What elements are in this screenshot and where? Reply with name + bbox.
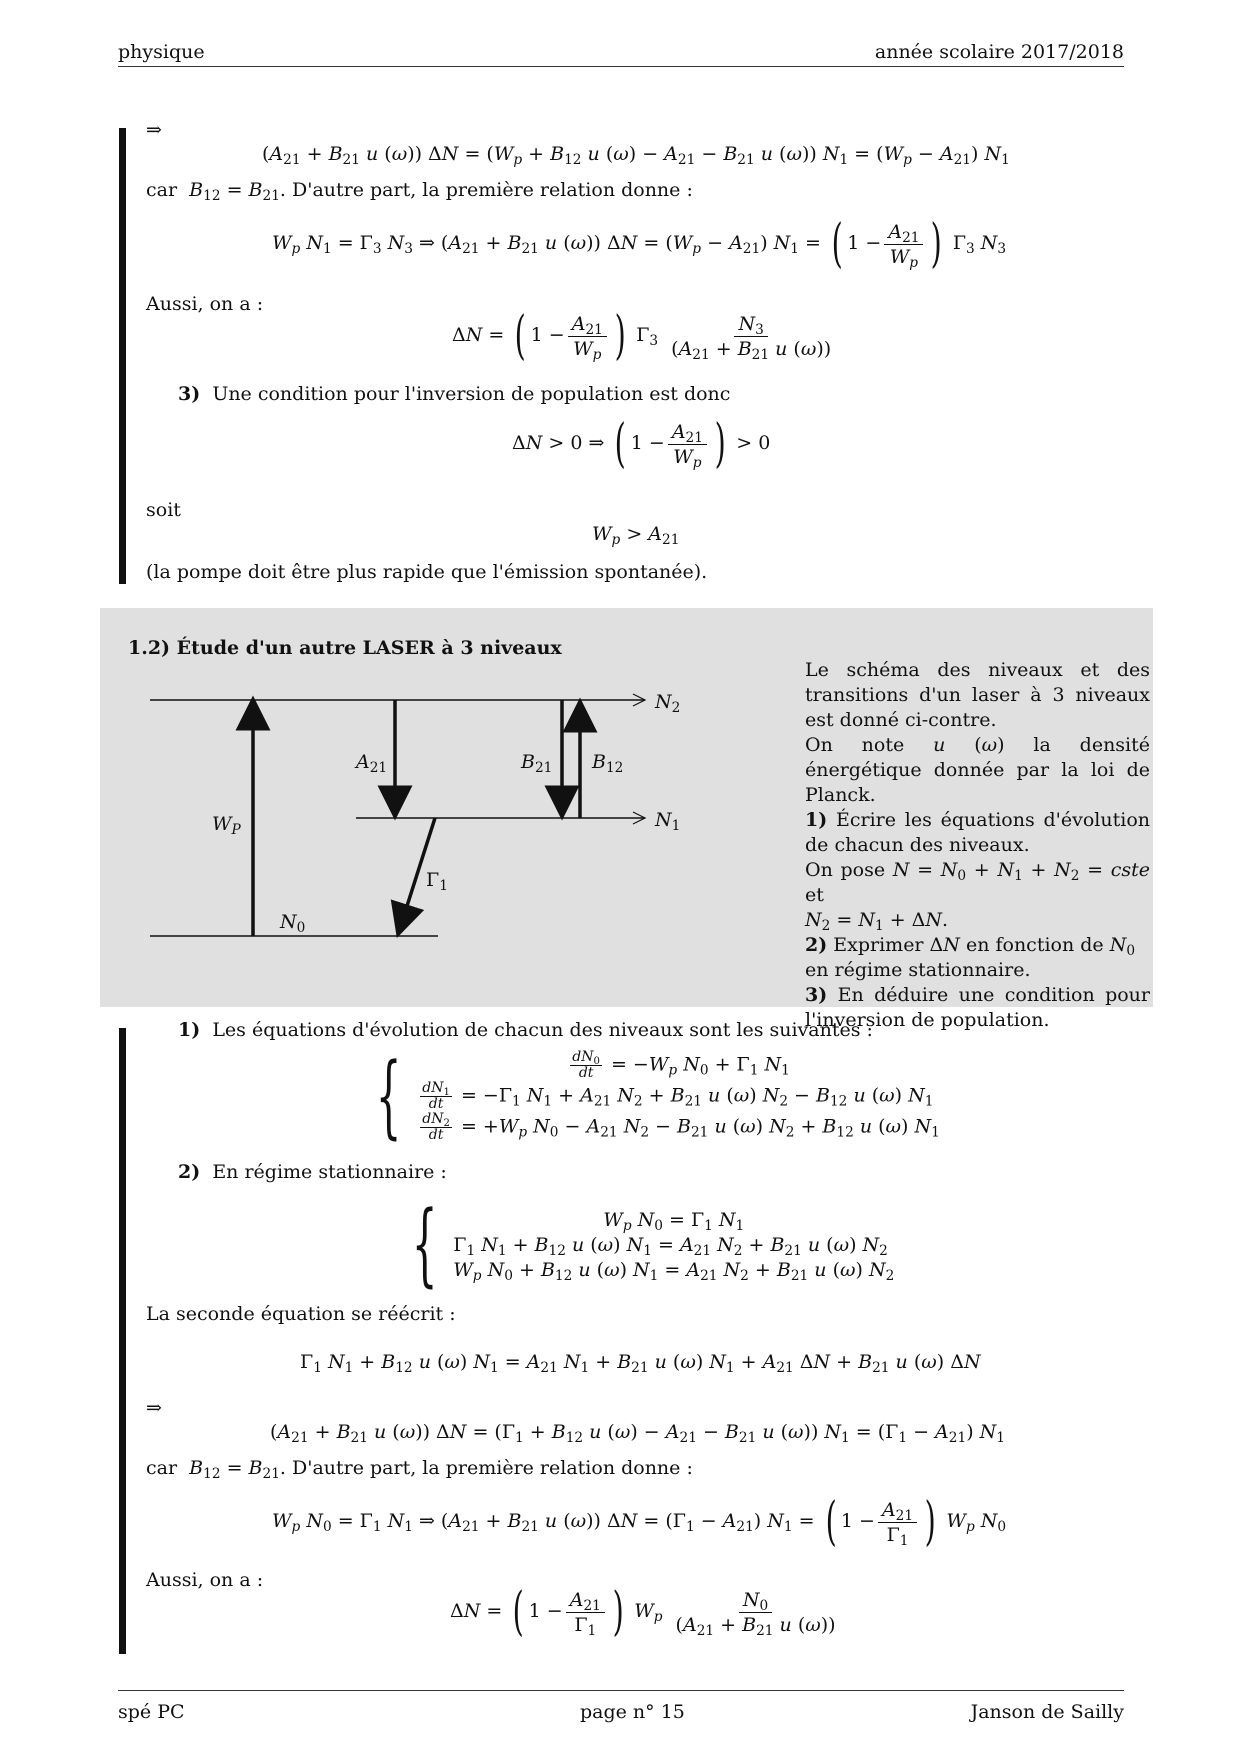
header-rule [118, 66, 1124, 67]
q3-number: 3) [805, 984, 828, 1006]
equation: $W_p$ $N_1 = \Gamma_3$ $N_3$ ⇒ ($A_{21} + B_{21}$ u (ω)) $\Delta N = (W_p - A_{21}) N_1$ = ( 1 − $\frac{A_{21}}{W_p}$ ) $\Gamma_3$ $N_3$ [272, 214, 1007, 274]
equation: $W_p$ $N_0 = \Gamma_1$ $N_1$ ⇒ ($A_{21} + B_{21}$ u (ω)) $\Delta N = (\Gamma_1 - A_{21}) N_1$ = ( 1 − $\frac{A_{21}}{\Gamma_1}$ ) $W_p$ $N_0$ [272, 1492, 1007, 1552]
equation: ΔN = ( 1 − $\frac{A_{21}}{W_p}$ ) $\Gamma_3$ $\frac{N_3}{(A_{21} + B_{21} u (\omega))}$ [452, 306, 832, 366]
question-3: 3) Une condition pour l'inversion de population est donc [178, 383, 731, 405]
exercise-title: 1.2) Étude d'un autre LASER à 3 niveaux [128, 637, 562, 659]
system-equations-2: { $W_p$ $N_0 = \Gamma_1$ $N_1$ $\Gamma_1$ $N_1 + B_{12}$ u (ω) $N_1 = A_{21}$ $N_2 + B_{21}$ u (ω) $N_2$ $W_p$ $N_0 + B_{12}$ u (ω) $N_1 = A_{21}$ $N_2 + B_{21}$ u (ω) $N_2$ [411, 1192, 895, 1297]
q1-text: Écrire les équations d'évolution de chacun des niveaux. [805, 809, 1150, 856]
statement-p3-a: On pose [805, 859, 886, 881]
implies-symbol: ⇒ [146, 119, 162, 141]
label-b12: $B_{12}$ [592, 751, 624, 777]
solution-bar [119, 128, 126, 584]
q3-text: En déduire une condition pour l'inversion de population. [805, 984, 1150, 1031]
car-line: car $B_{12} = B_{21}$. D'autre part, la première relation donne : [146, 179, 693, 205]
label-wp: $W_P$ [212, 813, 241, 839]
equation: $\Gamma_1$ $N_1 + B_{12}$ u (ω) $N_1 = A_{21}$ $N_1 + B_{21}$ u (ω) $N_1 + A_{21}$ $\Delta N + B_{21}$ u (ω) ΔN [300, 1351, 981, 1377]
q2-number: 2) [805, 934, 828, 956]
footer-class: spé PC [118, 1701, 185, 1723]
exercise-statement: Le schéma des niveaux et des transitions d'un laser à 3 niveaux est donné ci-contre. On note u (ω) la densité énergétique donnée par la loi de Planck. 1) Écrire les équations d'évolution de chacun des niveaux. On pose $N = N_0 + N_1 + N_2$ = cste et $N_2 = N_1 + \Delta N$. 2) Exprimer ΔN en fonction de $N_0$ en régime stationnaire. 3) En déduire une condition pour l'inversion de population. [805, 659, 1151, 1031]
q2-text-c: en régime stationnaire. [805, 959, 1031, 981]
soit-text: soit [146, 499, 181, 521]
equation: $W_p > A_{21}$ [592, 523, 680, 549]
label-a21: $A_{21}$ [356, 751, 388, 777]
footer-school: Janson de Sailly [970, 1701, 1124, 1723]
header-year: année scolaire 2017/2018 [874, 41, 1124, 63]
aussi-text: Aussi, on a : [146, 1569, 264, 1591]
car-line: car $B_{12} = B_{21}$. D'autre part, la première relation donne : [146, 1457, 693, 1483]
conclusion-text: (la pompe doit être plus rapide que l'émission spontanée). [146, 561, 708, 583]
solution-bar [119, 1028, 126, 1654]
q2-text-b: en fonction de [965, 934, 1104, 956]
seconde-text: La seconde équation se réécrit : [146, 1303, 456, 1325]
equation: ($A_{21} + B_{21}$ u (ω)) $\Delta N = (W_p + B_{12}$ u $(\omega) - A_{21} - B_{21}$ u (ω)) $N_1 = (W_p - A_{21})$ $N_1$ [262, 143, 1010, 169]
implies-symbol: ⇒ [146, 1397, 162, 1419]
q1-number: 1) [805, 809, 828, 831]
q2-text-a: Exprimer [833, 934, 924, 956]
footer-page-number: page n° 15 [580, 1701, 685, 1723]
statement-p1: Le schéma des niveaux et des transitions d'un laser à 3 niveaux est donné ci-contre. [805, 659, 1150, 731]
system-equations-1: { $\frac{dN_0}{dt}$ = $-W_p$ $N_0 + \Gamma_1$ $N_1$ $\frac{dN_1}{dt}$ = $-\Gamma_1$ $N_1 + A_{21}$ $N_2 + B_{21}$ u (ω) $N_2 - B_{12}$ u (ω) $N_1$ $\frac{dN_2}{dt}$ = $+W_p$ $N_0 - A_{21}$ $N_2 - B_{21}$ u (ω) $N_2 + B_{12}$ u (ω) $N_1$ [375, 1043, 940, 1149]
equation: ΔN = ( 1 − $\frac{A_{21}}{\Gamma_1}$ ) $W_p$ $\frac{N_0}{(A_{21} + B_{21} u (\omega))}$ [450, 1582, 836, 1642]
equation: ($A_{21} + B_{21}$ u (ω)) $\Delta N = (\Gamma_1 + B_{12}$ u $(\omega) - A_{21} - B_{21}$ u (ω)) $N_1 = (\Gamma_1 - A_{21})$ $N_1$ [270, 1421, 1005, 1447]
label-n1: $N_1$ [655, 809, 681, 835]
aussi-text: Aussi, on a : [146, 293, 264, 315]
label-gamma1: $\Gamma_1$ [426, 869, 448, 895]
equation: ΔN > 0 ⇒ ( 1 − $\frac{A_{21}}{W_p}$ ) > 0 [512, 414, 771, 474]
label-b21: $B_{21}$ [521, 751, 553, 777]
statement-p3-b: et [805, 884, 824, 906]
question-1-answer: 1) Les équations d'évolution de chacun des niveaux sont les suivantes : [178, 1019, 873, 1041]
label-n0: $N_0$ [280, 911, 306, 937]
statement-p2-b: la densité énergétique donnée par la loi de Planck. [805, 734, 1151, 806]
question-2-answer: 2) En régime stationnaire : [178, 1161, 447, 1183]
statement-p2-a: On note [805, 734, 905, 756]
label-n2: $N_2$ [655, 691, 681, 717]
header-subject: physique [118, 41, 205, 63]
footer-rule [118, 1690, 1124, 1691]
